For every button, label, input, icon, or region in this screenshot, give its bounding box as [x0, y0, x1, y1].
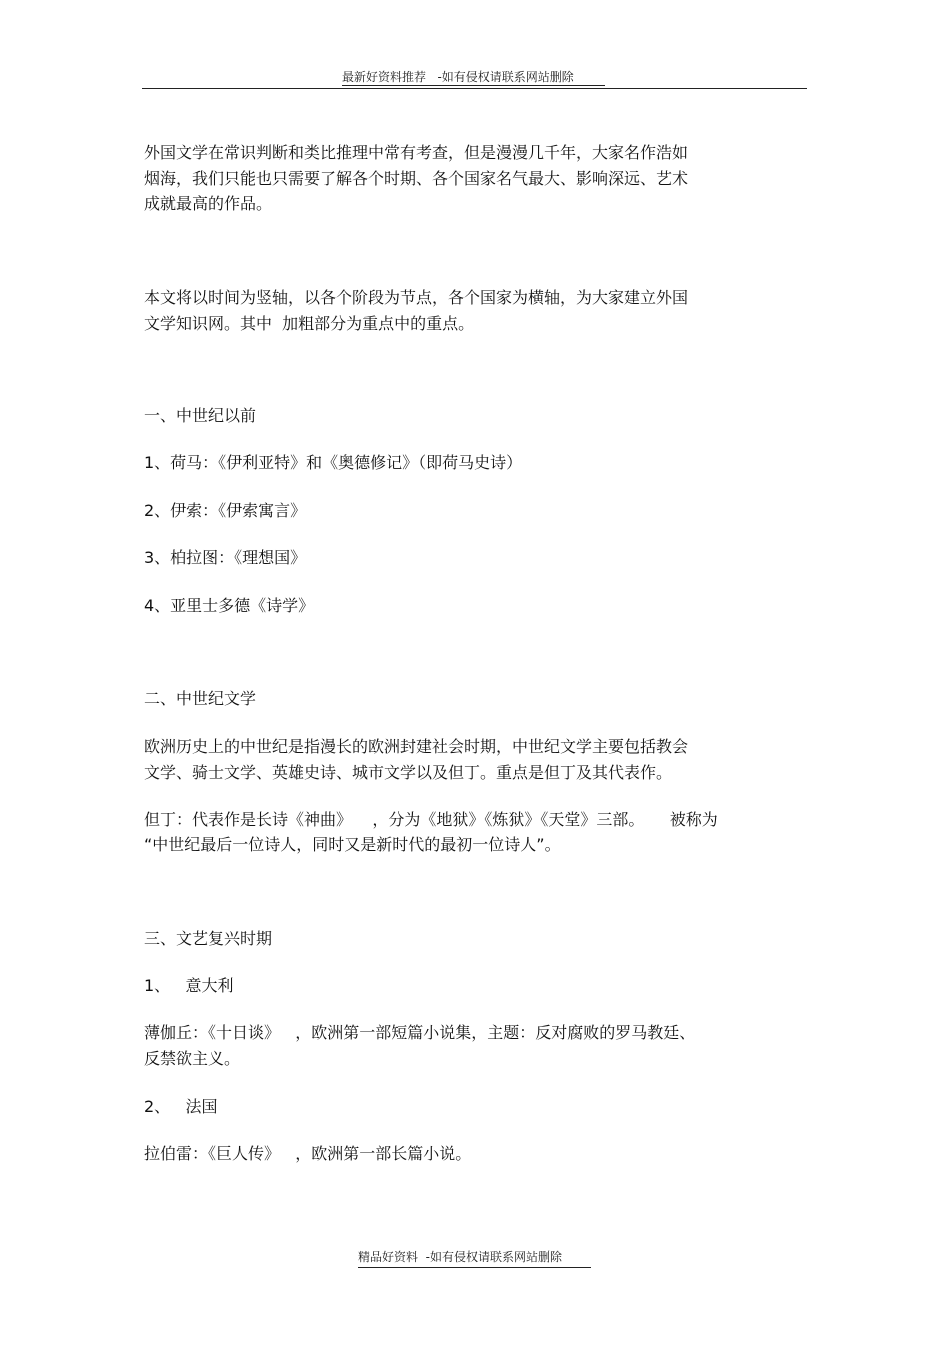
section-3-title: 三、文艺复兴时期 — [144, 929, 273, 948]
section-1-item-4: 4、亚里士多德《诗学》 — [144, 596, 315, 615]
method-line-1: 本文将以时间为竖轴，以各个阶段为节点，各个国家为横轴，为大家建立外国 — [144, 288, 689, 307]
header-underline — [342, 85, 605, 86]
section-3-subtitle-2: 2、 法国 — [144, 1097, 218, 1116]
section-1-item-2: 2、伊索：《伊索寓言》 — [144, 501, 307, 520]
section-2-para-2-line-2: “中世纪最后一位诗人，同时又是新时代的最初一位诗人”。 — [144, 835, 561, 854]
section-3-para-1-line-2: 反禁欲主义。 — [144, 1049, 241, 1068]
method-line-2: 文学知识网。其中 加粗部分为重点中的重点。 — [144, 314, 475, 333]
section-1-item-1: 1、荷马：《伊利亚特》和《奥德修记》（即荷马史诗） — [144, 453, 523, 472]
section-2-para-2-line-1: 但丁：代表作是长诗《神曲》 ，分为《地狱》《炼狱》《天堂》三部。 被称为 — [144, 810, 718, 829]
section-1-item-3: 3、柏拉图：《理想国》 — [144, 548, 307, 567]
section-2-para-1-line-2: 文学、骑士文学、英雄史诗、城市文学以及但丁。重点是但丁及其代表作。 — [144, 763, 673, 782]
intro-line-1: 外国文学在常识判断和类比推理中常有考查，但是漫漫几千年，大家名作浩如 — [144, 143, 689, 162]
section-3-subtitle-1: 1、 意大利 — [144, 976, 234, 995]
section-2-title: 二、中世纪文学 — [144, 689, 257, 708]
section-1-title: 一、中世纪以前 — [144, 406, 257, 425]
section-3-para-1-line-1: 薄伽丘：《十日谈》 ，欧洲第一部短篇小说集，主题：反对腐败的罗马教廷、 — [144, 1023, 696, 1042]
page-header — [142, 66, 807, 89]
page-footer: 精品好资料 -如有侵权请联系网站删除 — [358, 1248, 591, 1268]
intro-line-3: 成就最高的作品。 — [144, 194, 273, 213]
intro-line-2: 烟海，我们只能也只需要了解各个时期、各个国家名气最大、影响深远、艺术 — [144, 169, 689, 188]
section-3-para-2: 拉伯雷：《巨人传》 ，欧洲第一部长篇小说。 — [144, 1144, 472, 1163]
section-2-para-1-line-1: 欧洲历史上的中世纪是指漫长的欧洲封建社会时期，中世纪文学主要包括教会 — [144, 737, 689, 756]
header-text: 最新好资料推荐 -如有侵权请联系网站删除 — [342, 70, 574, 84]
